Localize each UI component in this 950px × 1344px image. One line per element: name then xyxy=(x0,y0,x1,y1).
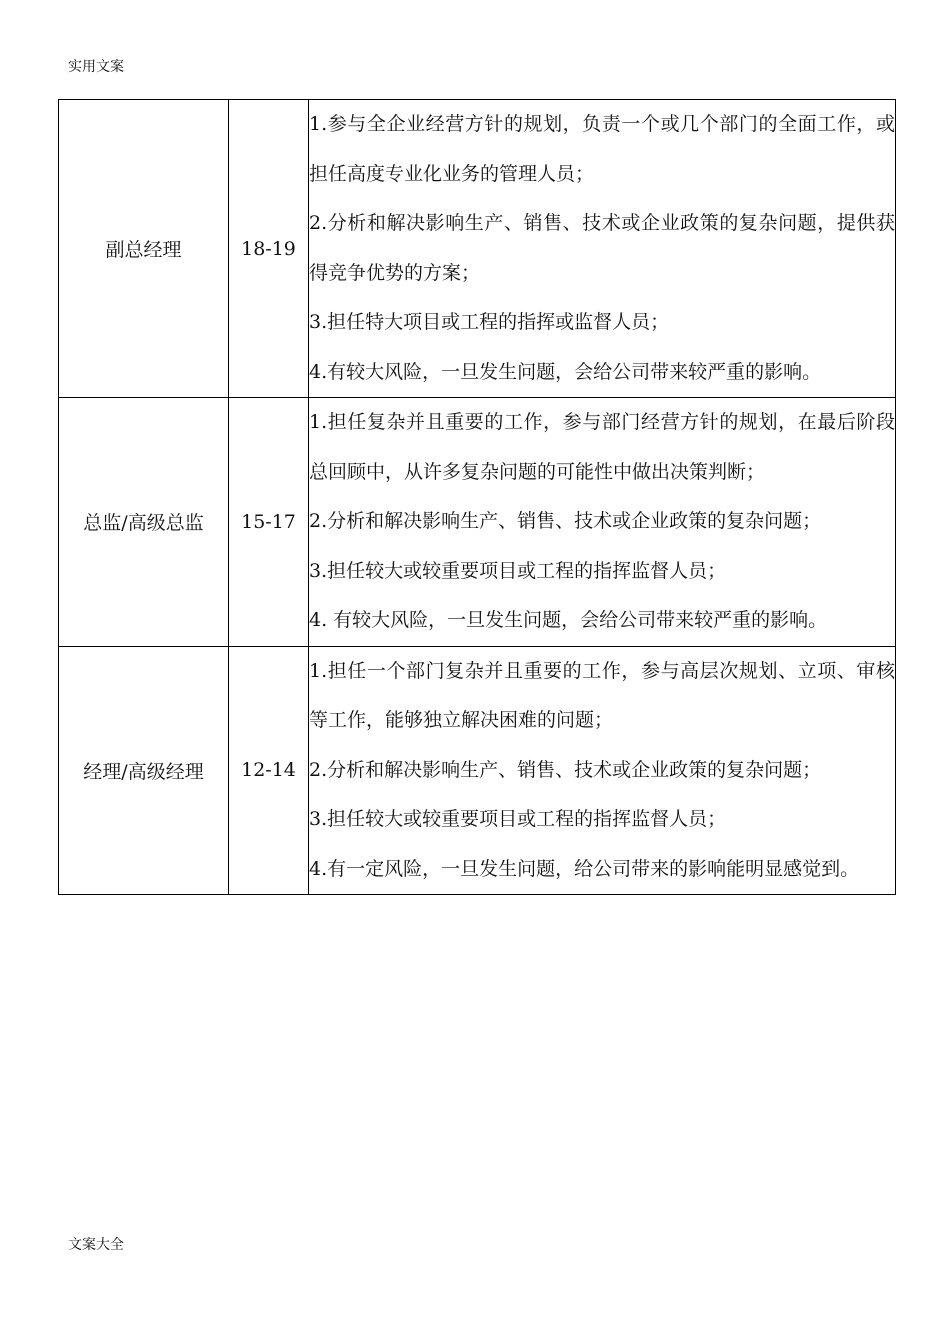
grade-range: 18-19 xyxy=(229,100,309,398)
duty-item: 1.担任一个部门复杂并且重要的工作，参与高层次规划、立项、审核等工作，能够独立解决困难的问题； xyxy=(309,659,895,731)
duty-description xyxy=(309,646,896,895)
duty-description xyxy=(309,100,896,398)
grade-range: 15-17 xyxy=(229,398,309,647)
position-title: 副总经理 xyxy=(59,100,229,398)
duty-item: 2.分析和解决影响生产、销售、技术或企业政策的复杂问题，提供获得竞争优势的方案； xyxy=(309,212,895,284)
duty-item: 3.担任较大或较重要项目或工程的指挥监督人员； xyxy=(309,808,727,830)
duty-item: 2.分析和解决影响生产、销售、技术或企业政策的复杂问题； xyxy=(309,510,822,532)
table-row xyxy=(59,100,896,398)
duty-item: 1.参与全企业经营方针的规划，负责一个或几个部门的全面工作，或担任高度专业化业务的管理人员； xyxy=(309,113,895,185)
duty-item: 4.有较大风险，一旦发生问题，会给公司带来较严重的影响。 xyxy=(309,360,822,383)
page-footer: 文案大全 xyxy=(68,1237,124,1253)
position-title: 总监/高级总监 xyxy=(59,398,229,647)
grade-range: 12-14 xyxy=(229,646,309,895)
table-row xyxy=(59,398,896,647)
duty-item: 3.担任较大或较重要项目或工程的指挥监督人员； xyxy=(309,559,727,582)
duty-description xyxy=(309,398,896,647)
duty-item: 4.有一定风险，一旦发生问题，给公司带来的影响能明显感觉到。 xyxy=(309,857,860,880)
position-title: 经理/高级经理 xyxy=(59,646,229,895)
duty-item: 1.担任复杂并且重要的工作，参与部门经营方针的规划，在最后阶段总回顾中，从许多复杂问题的可能性中做出决策判断； xyxy=(309,411,895,483)
table-row xyxy=(59,646,896,895)
page-header: 实用文案 xyxy=(68,59,124,75)
duty-item: 3.担任特大项目或工程的指挥或监督人员； xyxy=(309,311,670,333)
duty-item: 2.分析和解决影响生产、销售、技术或企业政策的复杂问题； xyxy=(309,758,822,781)
duty-item: 4. 有较大风险，一旦发生问题，会给公司带来较严重的影响。 xyxy=(309,609,828,631)
job-grade-table xyxy=(58,99,896,895)
